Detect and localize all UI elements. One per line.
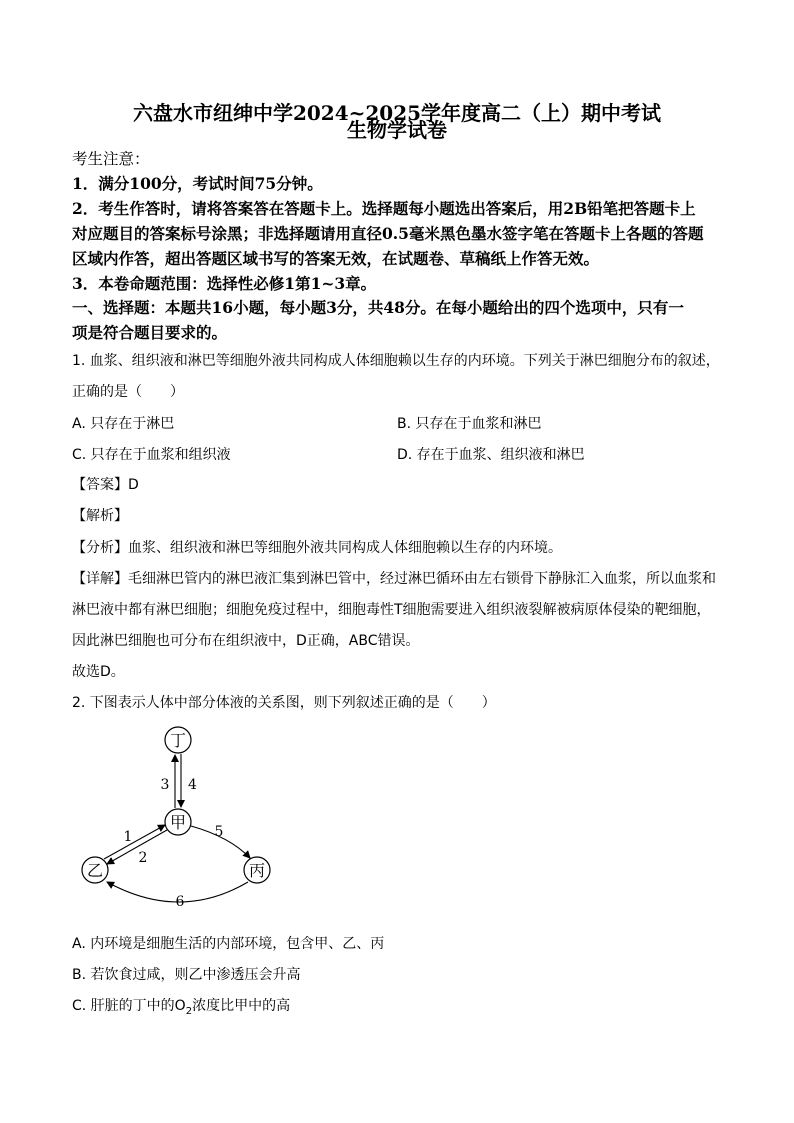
notice-item-3: 3．本卷命题范围：选择性必修1第1~3章。 <box>72 274 377 293</box>
q2-option-c-sub: 2 <box>185 1005 193 1017</box>
notice-item-2-line-2: 对应题目的答案标号涂黑；非选择题请用直径0.5毫米黑色墨水签字笔在答题卡上各题的答题 <box>72 224 704 243</box>
q1-analysis-tag: 【解析】 <box>72 508 128 524</box>
section-heading-line-2: 项是符合题目要求的。 <box>72 323 228 342</box>
node-yi <box>82 857 108 883</box>
node-ding-label: 丁 <box>169 731 187 750</box>
q1-option-d: D. 存在于血浆、组织液和淋巴 <box>397 447 585 463</box>
q2-option-b: B. 若饮食过咸，则乙中渗透压会升高 <box>72 967 301 983</box>
q1-conclusion: 故选D。 <box>72 664 125 680</box>
answer-value: D <box>128 477 139 493</box>
q1-xiangjie-line-2: 淋巴液中都有淋巴细胞；细胞免疫过程中，细胞毒性T细胞需要进入组织液裂解被病原体侵染的靶细胞， <box>72 602 711 618</box>
answer-tag: 【答案】 <box>72 477 128 493</box>
q1-option-b: B. 只存在于血浆和淋巴 <box>397 416 542 432</box>
fenxi-text: 血浆、组织液和淋巴等细胞外液共同构成人体细胞赖以生存的内环境。 <box>128 540 562 556</box>
label-5: 5 <box>214 824 224 840</box>
label-6: 6 <box>175 894 185 910</box>
arrow-2 <box>107 830 167 864</box>
node-bing-label: 丙 <box>248 861 266 880</box>
arrow-1 <box>104 825 165 859</box>
node-jia <box>165 809 191 835</box>
q2-stem: 2. 下图表示人体中部分体液的关系图，则下列叙述正确的是（ ） <box>72 695 496 711</box>
node-ding <box>165 727 191 753</box>
notice-heading: 考生注意： <box>72 150 150 168</box>
section-heading-line-1: 一、选择题：本题共16小题，每小题3分，共48分。在每小题给出的四个选项中，只有一 <box>72 298 684 317</box>
body-fluid-diagram <box>70 722 290 912</box>
xiangjie-tag: 【详解】 <box>72 571 128 587</box>
page-title: 六盘水市纽绅中学2024~2025学年度高二（上）期中考试 <box>132 101 662 125</box>
xiangjie-text-1: 毛细淋巴管内的淋巴液汇集到淋巴管中，经过淋巴循环由左右锁骨下静脉汇入血浆，所以血浆和 <box>128 571 716 587</box>
notice-item-2-line-1: 2．考生作答时，请将答案答在答题卡上。选择题每小题选出答案后，用2B铅笔把答题卡上 <box>72 199 696 218</box>
q1-answer <box>72 474 139 494</box>
q2-option-c-post: 浓度比甲中的高 <box>192 998 291 1014</box>
label-1: 1 <box>123 829 133 845</box>
q2-option-c <box>72 995 290 1017</box>
q2-option-c-pre: C. 肝脏的丁中的O <box>72 998 186 1014</box>
q1-stem-line-1: 1. 血浆、组织液和淋巴等细胞外液共同构成人体细胞赖以生存的内环境。下列关于淋巴细胞分布的叙述， <box>72 353 720 369</box>
q1-fenxi <box>72 537 562 557</box>
notice-item-2-line-3: 区域内作答，超出答题区域书写的答案无效，在试题卷、草稿纸上作答无效。 <box>72 249 600 268</box>
q2-option-a: A. 内环境是细胞生活的内部环境，包含甲、乙、丙 <box>72 936 385 952</box>
label-2: 2 <box>138 850 148 866</box>
node-jia-label: 甲 <box>169 813 187 832</box>
q1-xiangjie-line-1 <box>72 568 716 588</box>
label-3: 3 <box>160 777 170 793</box>
node-bing <box>244 857 270 883</box>
node-yi-label: 乙 <box>86 861 104 880</box>
q1-xiangjie-line-3: 因此淋巴细胞也可分布在组织液中，D正确，ABC错误。 <box>72 633 420 649</box>
notice-item-1: 1．满分100分，考试时间75分钟。 <box>72 174 323 193</box>
label-4: 4 <box>188 777 197 793</box>
q1-option-a: A. 只存在于淋巴 <box>72 416 175 432</box>
q1-option-c: C. 只存在于血浆和组织液 <box>72 447 231 463</box>
fenxi-tag: 【分析】 <box>72 540 128 556</box>
page-subtitle: 生物学试卷 <box>347 118 447 142</box>
q1-stem-line-2: 正确的是（ ） <box>72 384 184 400</box>
